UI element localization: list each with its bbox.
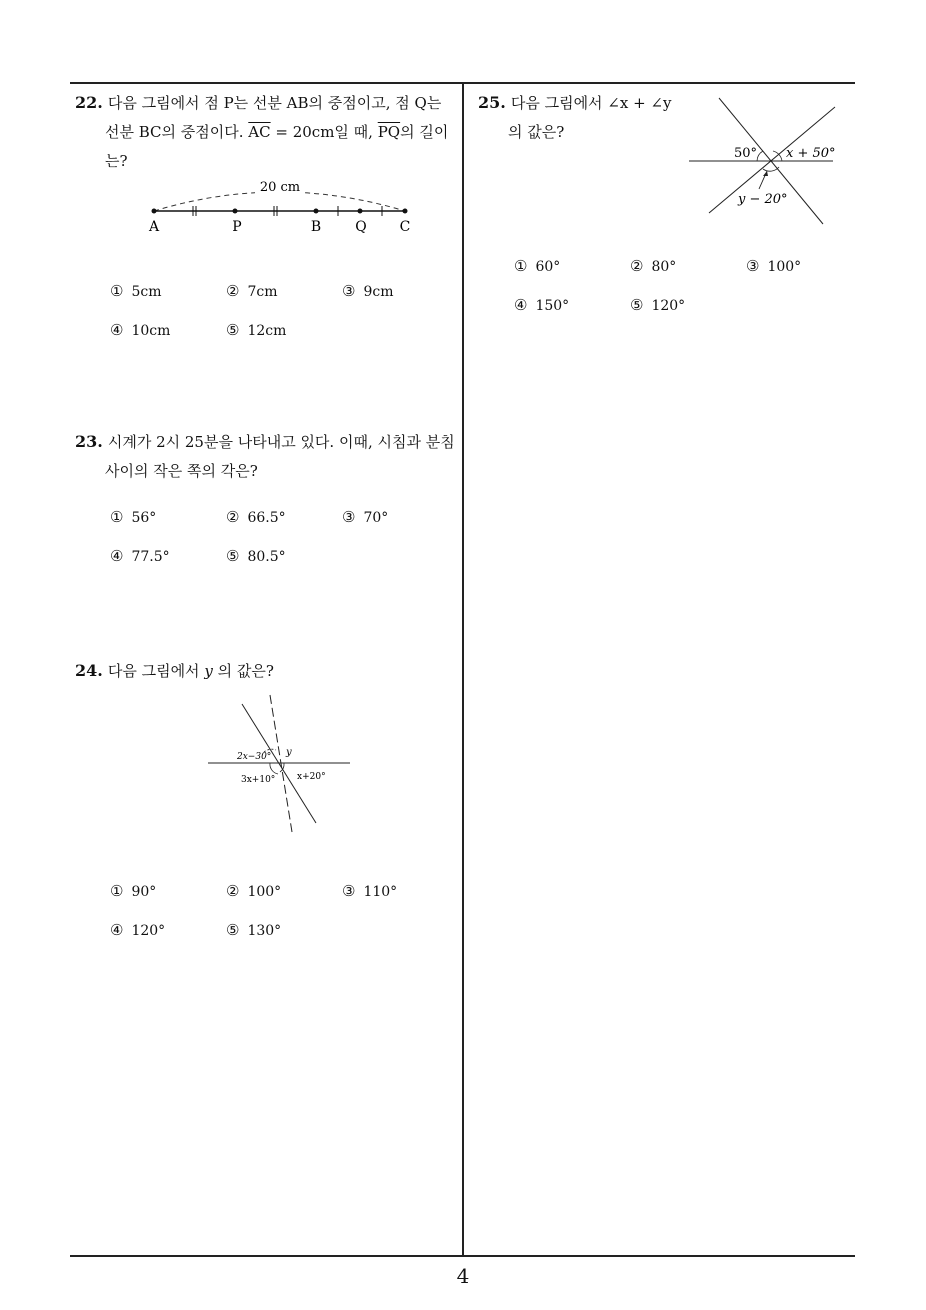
question-23-line2: 사이의 작은 쪽의 각은? [105,462,258,480]
choice-5[interactable]: ⑤ 12cm [226,321,287,339]
page-number: 4 [456,1264,470,1288]
question-24 [75,656,460,686]
choice-1[interactable]: ① 56° [110,508,157,526]
angle-arc-lower [270,763,278,774]
question-number: 24. [75,661,103,680]
question-number: 23. [75,432,103,451]
angle-label-x+50: x + 50° [786,146,836,161]
question-number: 25. [478,93,506,112]
segment-figure [140,175,420,240]
point-label-c: C [399,219,411,235]
angle-label-3x+10: 3x+10° [241,775,276,785]
segment-pq: $\overline{PQ}$ [377,123,401,141]
question-25-line1: 25. 다음 그림에서 ∠x + ∠y [478,93,672,112]
question-23 [75,427,460,486]
angle-label-y: y [286,747,292,758]
point-label-b: B [310,219,322,235]
variable-y: y [204,662,213,680]
question-22-line2: 선분 BC의 중점이다. $\overline{AC} = 20cm$일 때, $\overline{PQ}$의 길이 [105,123,449,141]
question-24-line1: 24. 다음 그림에서 y 의 값은? [75,661,274,680]
choice-2[interactable]: ② 7cm [226,282,278,300]
choice-1[interactable]: ① 60° [514,257,561,275]
angle-figure-25 [685,93,845,233]
angle-label-50: 50° [734,146,758,161]
question-25 [478,88,698,147]
choice-3[interactable]: ③ 9cm [342,282,394,300]
question-number: 22. [75,93,103,112]
choice-3[interactable]: ③ 100° [746,257,802,275]
question-22-line1: 22. 다음 그림에서 점 P는 선분 AB의 중점이고, 점 Q는 [75,93,442,112]
segment-ac: $\overline{AC}$ [248,123,271,141]
pointer-arrow-head [763,171,768,176]
choice-2[interactable]: ② 66.5° [226,508,286,526]
question-25-line2: 의 값은? [508,123,565,141]
choice-5[interactable]: ⑤ 130° [226,921,282,939]
angle-label-x+20: x+20° [297,772,326,782]
choice-1[interactable]: ① 5cm [110,282,162,300]
question-22-line3: 는? [105,152,128,170]
bottom-rule [70,1255,855,1257]
choice-1[interactable]: ① 90° [110,882,157,900]
question-23-line1: 23. 시계가 2시 25분을 나타내고 있다. 이때, 시침과 분침 [75,432,455,451]
choice-4[interactable]: ④ 77.5° [110,547,170,565]
angle-figure-24 [200,690,360,840]
choice-4[interactable]: ④ 150° [514,296,570,314]
length-label: 20 cm [259,180,301,195]
choice-3[interactable]: ③ 70° [342,508,389,526]
point-label-a: A [148,219,160,235]
choice-2[interactable]: ② 80° [630,257,677,275]
column-divider [462,82,464,1256]
choice-5[interactable]: ⑤ 120° [630,296,686,314]
choice-2[interactable]: ② 100° [226,882,282,900]
choice-3[interactable]: ③ 110° [342,882,398,900]
question-22 [75,88,460,176]
angle-label-2x-30: 2x−30° [237,752,272,762]
point-label-p: P [232,219,242,235]
angle-label-y-20: y − 20° [738,192,788,207]
choice-5[interactable]: ⑤ 80.5° [226,547,286,565]
angle-arc-50 [757,151,763,161]
choice-4[interactable]: ④ 120° [110,921,166,939]
choice-4[interactable]: ④ 10cm [110,321,171,339]
point-label-q: Q [355,219,367,235]
